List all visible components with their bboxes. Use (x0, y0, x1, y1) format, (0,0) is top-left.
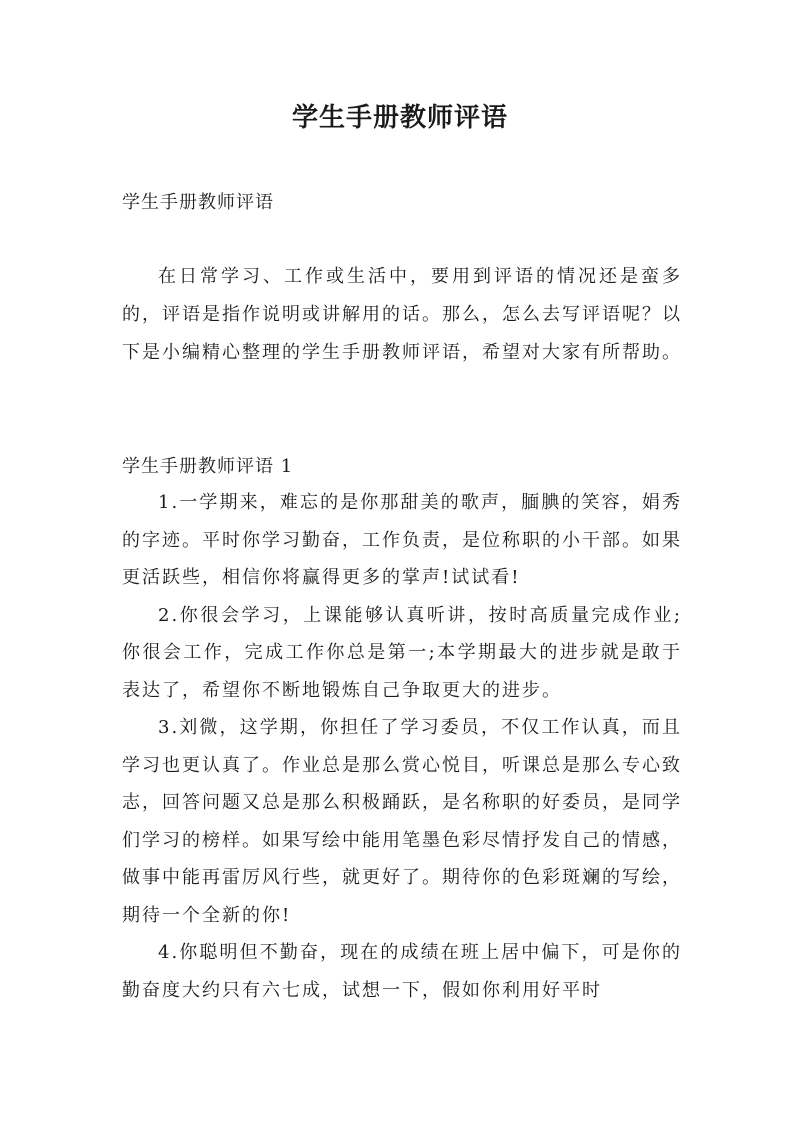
comment-item-1: 1.一学期来，难忘的是你那甜美的歌声，腼腆的笑容，娟秀的字迹。平时你学习勤奋，工作负责，是位称职的小干部。如果更活跃些，相信你将赢得更多的掌声!试试看! (122, 492, 682, 588)
document-subtitle: 学生手册教师评语 (122, 192, 274, 213)
comment-item-3: 3.刘微，这学期，你担任了学习委员，不仅工作认真，而且学习也更认真了。作业总是那么赏心悦目，听课总是那么专心致志，回答问题又总是那么积极踊跃，是名称职的好委员，是同学们学习的榜样。如果写绘中能用笔墨色彩尽情抒发自己的情感，做事中能再雷厉风行些，就更好了。期待你的色彩斑斓的写绘，期待一个全新的你! (122, 717, 682, 926)
section-heading: 学生手册教师评语 1 (122, 456, 294, 477)
document-title: 学生手册教师评语 (291, 103, 508, 133)
intro-paragraph: 在日常学习、工作或生活中，要用到评语的情况还是蛮多的，评语是指作说明或讲解用的话。那么，怎么去写评语呢？以下是小编精心整理的学生手册教师评语，希望对大家有所帮助。 (122, 266, 682, 363)
comment-item-2: 2.你很会学习，上课能够认真听讲，按时高质量完成作业;你很会工作，完成工作你总是第一;本学期最大的进步就是敢于表达了，希望你不断地锻炼自己争取更大的进步。 (122, 604, 682, 701)
comment-list (122, 484, 682, 1009)
comment-item-4: 4.你聪明但不勤奋，现在的成绩在班上居中偏下，可是你的勤奋度大约只有六七成，试想一下，假如你利用好平时 (122, 942, 682, 1001)
